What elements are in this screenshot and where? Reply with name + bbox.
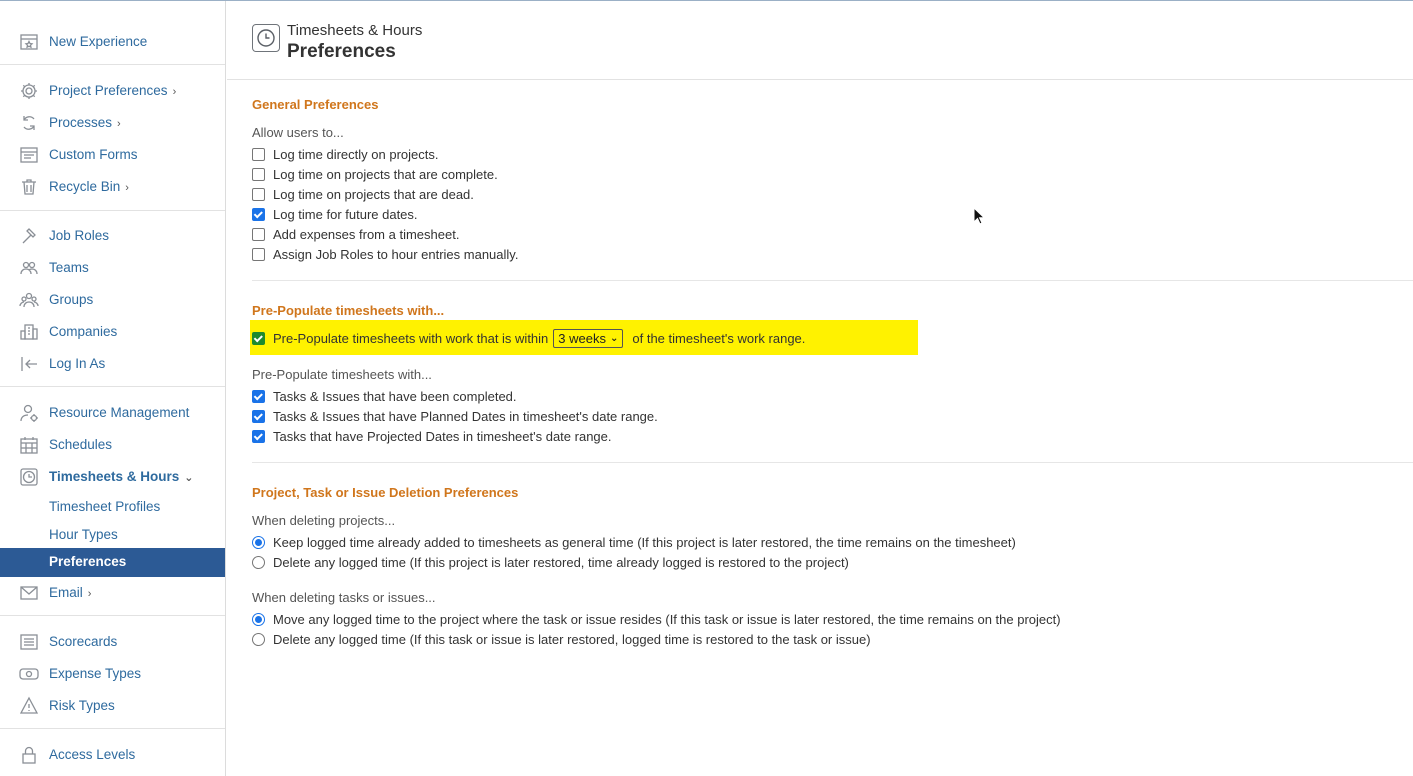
envelope-icon: [18, 583, 40, 603]
custom-forms-icon: [18, 145, 40, 165]
checkbox[interactable]: [252, 248, 265, 261]
sidebar-item-recycle-bin[interactable]: [0, 173, 225, 201]
clock-icon: [18, 467, 40, 487]
hammer-icon: [18, 226, 40, 246]
sidebar-item-label: New Experience: [49, 34, 148, 49]
sidebar-item-label: Preferences: [49, 554, 127, 569]
sidebar-item-new-experience[interactable]: [0, 28, 225, 56]
prepopulate-intro: Pre-Populate timesheets with...: [252, 367, 432, 382]
option-delete-logged-time-task[interactable]: [252, 630, 871, 648]
option-label: Assign Job Roles to hour entries manually.: [273, 246, 519, 262]
chevron-down-icon: ⌄: [184, 472, 194, 484]
warning-icon: [18, 696, 40, 716]
radio[interactable]: [252, 633, 265, 646]
option-label: Log time for future dates.: [273, 206, 418, 222]
option-move-logged-time[interactable]: [252, 610, 1061, 628]
sidebar-divider: [0, 728, 225, 729]
sidebar-item-label: Expense Types: [49, 666, 142, 681]
option-label-suffix: of the timesheet's work range.: [632, 330, 806, 346]
page-title: Preferences: [287, 41, 396, 62]
sidebar-item-teams[interactable]: [0, 254, 225, 282]
option-label: Delete any logged time (If this task or issue is later restored, logged time is restored to the task or issue): [273, 631, 871, 647]
sidebar-subitem-hour-types[interactable]: [0, 521, 225, 549]
option-delete-logged-time-project[interactable]: [252, 553, 849, 571]
sidebar: [0, 1, 226, 776]
weeks-select[interactable]: [553, 329, 623, 348]
general-preferences-title: General Preferences: [252, 97, 379, 112]
radio-selected[interactable]: [252, 613, 265, 626]
dollar-bill-icon: [18, 664, 40, 684]
trash-icon: [18, 177, 40, 197]
breadcrumb[interactable]: Timesheets & Hours: [287, 22, 423, 39]
option-tasks-completed[interactable]: [252, 387, 517, 405]
sidebar-item-label: Access Levels: [49, 747, 136, 762]
checkbox-checked[interactable]: [252, 410, 265, 423]
sidebar-divider: [0, 386, 225, 387]
lock-icon: [18, 745, 40, 765]
sidebar-item-processes[interactable]: [0, 109, 225, 137]
option-label: Keep logged time already added to timesheets as general time (If this project is later restored, the time remains on the timesheet): [273, 534, 1016, 550]
mouse-cursor-icon: [973, 207, 985, 225]
sidebar-subitem-preferences[interactable]: [0, 548, 225, 577]
option-log-time-directly[interactable]: [252, 145, 438, 163]
checkbox-checked[interactable]: [252, 430, 265, 443]
sidebar-divider: [0, 64, 225, 65]
sidebar-item-risk-types[interactable]: [0, 692, 225, 720]
sidebar-item-label: Custom Forms: [49, 147, 138, 162]
new-experience-icon: [18, 32, 40, 52]
sidebar-item-label: Job Roles: [49, 228, 110, 243]
deleting-tasks-label: When deleting tasks or issues...: [252, 590, 436, 605]
sidebar-item-groups[interactable]: [0, 286, 225, 314]
sidebar-item-job-roles[interactable]: [0, 222, 225, 250]
page-header: [227, 1, 1413, 80]
sidebar-item-custom-forms[interactable]: [0, 141, 225, 169]
sidebar-item-label: Email: [49, 585, 83, 600]
chevron-down-icon: ⌄: [610, 332, 619, 344]
sidebar-item-resource-management[interactable]: [0, 399, 225, 427]
option-label: Move any logged time to the project where the task or issue resides (If this task or issue is later restored, the time remains on the project): [273, 611, 1061, 627]
prepopulate-title: Pre-Populate timesheets with...: [252, 303, 445, 318]
sidebar-item-access-levels[interactable]: [0, 741, 225, 769]
log-in-icon: [18, 354, 40, 374]
processes-icon: [18, 113, 40, 133]
teams-icon: [18, 258, 40, 278]
prepopulate-highlight: [250, 320, 918, 355]
sidebar-item-label: Timesheet Profiles: [49, 499, 161, 514]
option-label: Pre-Populate timesheets with work that is within: [273, 330, 549, 346]
allow-users-label: Allow users to...: [252, 125, 344, 140]
option-label: Log time on projects that are dead.: [273, 186, 474, 202]
option-label: Log time on projects that are complete.: [273, 166, 498, 182]
option-add-expenses[interactable]: [252, 225, 459, 243]
scorecard-icon: [18, 632, 40, 652]
sidebar-item-scorecards[interactable]: [0, 628, 225, 656]
checkbox-checked[interactable]: [252, 332, 265, 345]
sidebar-item-log-in-as[interactable]: [0, 350, 225, 378]
option-label: Delete any logged time (If this project is later restored, time already logged is restored to the project): [273, 554, 849, 570]
sidebar-item-label: Teams: [49, 260, 89, 275]
option-tasks-projected-dates[interactable]: [252, 427, 612, 445]
sidebar-item-label: Companies: [49, 324, 118, 339]
sidebar-item-timesheets-hours[interactable]: [0, 463, 225, 491]
chevron-right-icon: ›: [172, 86, 177, 98]
sidebar-item-companies[interactable]: [0, 318, 225, 346]
option-prepopulate-within[interactable]: [252, 329, 805, 347]
checkbox[interactable]: [252, 188, 265, 201]
radio-selected[interactable]: [252, 536, 265, 549]
option-tasks-planned-dates[interactable]: [252, 407, 658, 425]
sidebar-item-label: Processes: [49, 115, 113, 130]
sidebar-item-label: Timesheets & Hours: [49, 469, 180, 484]
checkbox[interactable]: [252, 148, 265, 161]
select-value: 3 weeks: [558, 330, 606, 346]
sidebar-item-label: Groups: [49, 292, 94, 307]
checkbox-checked[interactable]: [252, 208, 265, 221]
sidebar-item-label: Hour Types: [49, 527, 118, 542]
option-label: Tasks & Issues that have Planned Dates in timesheet's date range.: [273, 408, 658, 424]
sidebar-item-label: Risk Types: [49, 698, 115, 713]
option-label: Tasks that have Projected Dates in timesheet's date range.: [273, 428, 612, 444]
option-assign-job-roles[interactable]: [252, 245, 518, 263]
option-log-time-complete[interactable]: [252, 165, 498, 183]
chevron-right-icon: ›: [87, 588, 92, 600]
calendar-icon: [18, 435, 40, 455]
chevron-right-icon: ›: [125, 182, 129, 194]
chevron-right-icon: ›: [117, 118, 121, 130]
radio[interactable]: [252, 556, 265, 569]
sidebar-item-label: Project Preferences: [49, 83, 168, 98]
sidebar-item-schedules[interactable]: [0, 431, 225, 459]
option-log-time-dead[interactable]: [252, 185, 474, 203]
option-log-time-future[interactable]: [252, 205, 418, 223]
sidebar-item-label: Schedules: [49, 437, 113, 452]
sidebar-item-project-preferences[interactable]: [0, 77, 225, 105]
deletion-preferences-title: Project, Task or Issue Deletion Preferences: [252, 485, 519, 500]
sidebar-divider: [0, 210, 225, 211]
groups-icon: [18, 290, 40, 310]
checkbox[interactable]: [252, 168, 265, 181]
checkbox-checked[interactable]: [252, 390, 265, 403]
option-keep-logged-time[interactable]: [252, 533, 1016, 551]
sidebar-subitem-timesheet-profiles[interactable]: [0, 493, 225, 521]
main-content: [227, 1, 1413, 776]
section-divider: [252, 280, 1413, 281]
option-label: Add expenses from a timesheet.: [273, 226, 460, 242]
option-label: Tasks & Issues that have been completed.: [273, 388, 517, 404]
section-divider: [252, 462, 1413, 463]
clock-icon: [252, 24, 280, 52]
checkbox[interactable]: [252, 228, 265, 241]
building-icon: [18, 322, 40, 342]
sidebar-item-label: Scorecards: [49, 634, 118, 649]
sidebar-item-expense-types[interactable]: [0, 660, 225, 688]
sidebar-item-label: Recycle Bin: [49, 179, 121, 194]
deleting-projects-label: When deleting projects...: [252, 513, 396, 528]
sidebar-item-label: Log In As: [49, 356, 106, 371]
sidebar-divider: [0, 615, 225, 616]
gear-icon: [18, 81, 40, 101]
sidebar-item-label: Resource Management: [49, 405, 190, 420]
sidebar-item-email[interactable]: [0, 579, 225, 607]
option-label: Log time directly on projects.: [273, 146, 439, 162]
resource-management-icon: [18, 403, 40, 423]
